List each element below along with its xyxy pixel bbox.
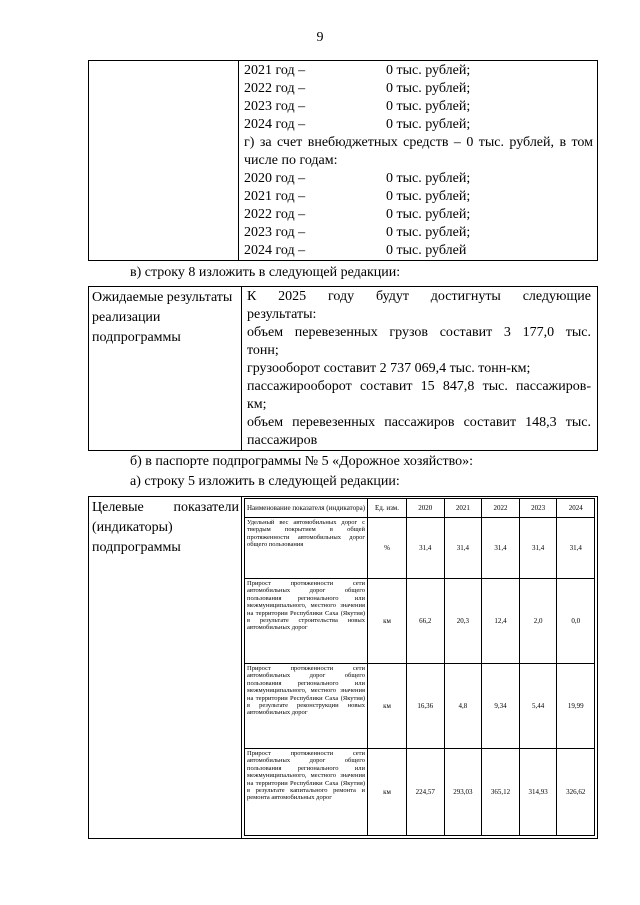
paragraph-row5: а) строку 5 изложить в следующей редакции: [130, 474, 400, 489]
financing-line: 2021 год – 0 тыс. рублей; [244, 189, 471, 204]
indicator-value: 0,0 [557, 579, 595, 664]
results-line: пассажиров [247, 433, 318, 448]
indicator-value: 31,4 [407, 518, 445, 579]
indicator-unit: км [368, 664, 407, 749]
results-line: тонн; [247, 343, 279, 358]
financing-line: 2021 год – 0 тыс. рублей; [244, 63, 471, 78]
indicator-value: 16,36 [407, 664, 445, 749]
indicator-value: 9,34 [482, 664, 520, 749]
results-line: км; [247, 397, 267, 412]
header-year: 2022 [482, 499, 520, 518]
indicator-value: 4,8 [444, 664, 482, 749]
results-line: объем перевезенных пассажиров составит 148,3 тыс. [247, 415, 591, 430]
indicator-value: 293,03 [444, 749, 482, 836]
indicators-header-row [245, 499, 595, 518]
indicator-unit: км [368, 579, 407, 664]
indicator-unit: % [368, 518, 407, 579]
indicator-value: 66,2 [407, 579, 445, 664]
indicators-inner-table [244, 498, 595, 836]
indicator-name: Прирост протяженности сети автомобильных дорог общего пользования регионального или межмуниципального, местного значения на территории Республики Саха (Якутия) в результате реконструкции новых автомобильных дорог [245, 664, 368, 749]
header-year: 2021 [444, 499, 482, 518]
financing-line: 2023 год – 0 тыс. рублей; [244, 225, 471, 240]
financing-table [88, 60, 598, 261]
extra-budget-text: г) за счет внебюджетных средств – 0 тыс. рублей, в том числе по годам: [244, 135, 593, 168]
indicator-value: 31,4 [444, 518, 482, 579]
indicator-value: 12,4 [482, 579, 520, 664]
results-label: Ожидаемые результаты реализации подпрограммы [89, 287, 242, 451]
results-line: К 2025 году будут достигнуты следующие [247, 289, 591, 304]
indicator-name: Удельный вес автомобильных дорог с твердым покрытием в общей протяженности автомобильных дорог общего пользования [245, 518, 368, 579]
indicators-label: Целевые показатели (индикаторы) подпрограммы [89, 497, 242, 839]
financing-line: 2022 год – 0 тыс. рублей; [244, 81, 471, 96]
results-line: объем перевезенных грузов составит 3 177,0 тыс. [247, 325, 591, 340]
indicator-value: 31,4 [519, 518, 557, 579]
indicator-value: 5,44 [519, 664, 557, 749]
indicator-value: 31,4 [557, 518, 595, 579]
financing-content-cell [239, 61, 598, 261]
financing-line: 2020 год – 0 тыс. рублей; [244, 171, 471, 186]
results-line: пассажирооборот составит 15 847,8 тыс. пассажиров- [247, 379, 591, 394]
paragraph-row8: в) строку 8 изложить в следующей редакции: [130, 265, 401, 280]
financing-line: 2024 год – 0 тыс. рублей; [244, 117, 471, 132]
table-row [245, 664, 595, 749]
results-line: результаты: [247, 307, 317, 322]
indicator-value: 365,12 [482, 749, 520, 836]
table-row [245, 749, 595, 836]
indicator-value: 224,57 [407, 749, 445, 836]
indicator-value: 314,93 [519, 749, 557, 836]
financing-label-cell [89, 61, 239, 261]
indicators-table [88, 496, 598, 839]
header-year: 2024 [557, 499, 595, 518]
header-year: 2023 [519, 499, 557, 518]
indicator-value: 2,0 [519, 579, 557, 664]
header-unit: Ед. изм. [368, 499, 407, 518]
table-row [245, 518, 595, 579]
indicator-name: Прирост протяженности сети автомобильных дорог общего пользования регионального или межмуниципального, местного значения на территории Республики Саха (Якутия) в результате строительства новых автомобильных дорог [245, 579, 368, 664]
financing-line: 2023 год – 0 тыс. рублей; [244, 99, 471, 114]
indicator-value: 31,4 [482, 518, 520, 579]
results-content [242, 287, 598, 451]
header-indicator-name: Наименование показателя (индикатора) [245, 499, 368, 518]
results-line: грузооборот составит 2 737 069,4 тыс. тонн-км; [247, 361, 531, 376]
table-row [245, 579, 595, 664]
indicator-value: 19,99 [557, 664, 595, 749]
paragraph-passport: б) в паспорте подпрограммы № 5 «Дорожное хозяйство»: [130, 454, 474, 469]
indicator-unit: км [368, 749, 407, 836]
results-table [88, 286, 598, 451]
indicator-name: Прирост протяженности сети автомобильных дорог общего пользования регионального или межмуниципального, местного значения на территории Республики Саха (Якутия) в результате капитального ремонта и ремонта автомобильных дорог [245, 749, 368, 836]
financing-line: 2022 год – 0 тыс. рублей; [244, 207, 471, 222]
header-year: 2020 [407, 499, 445, 518]
indicator-value: 20,3 [444, 579, 482, 664]
indicator-value: 326,62 [557, 749, 595, 836]
financing-line: 2024 год – 0 тыс. рублей [244, 243, 467, 258]
page-number: 9 [316, 30, 324, 45]
indicators-content-cell [242, 497, 598, 839]
